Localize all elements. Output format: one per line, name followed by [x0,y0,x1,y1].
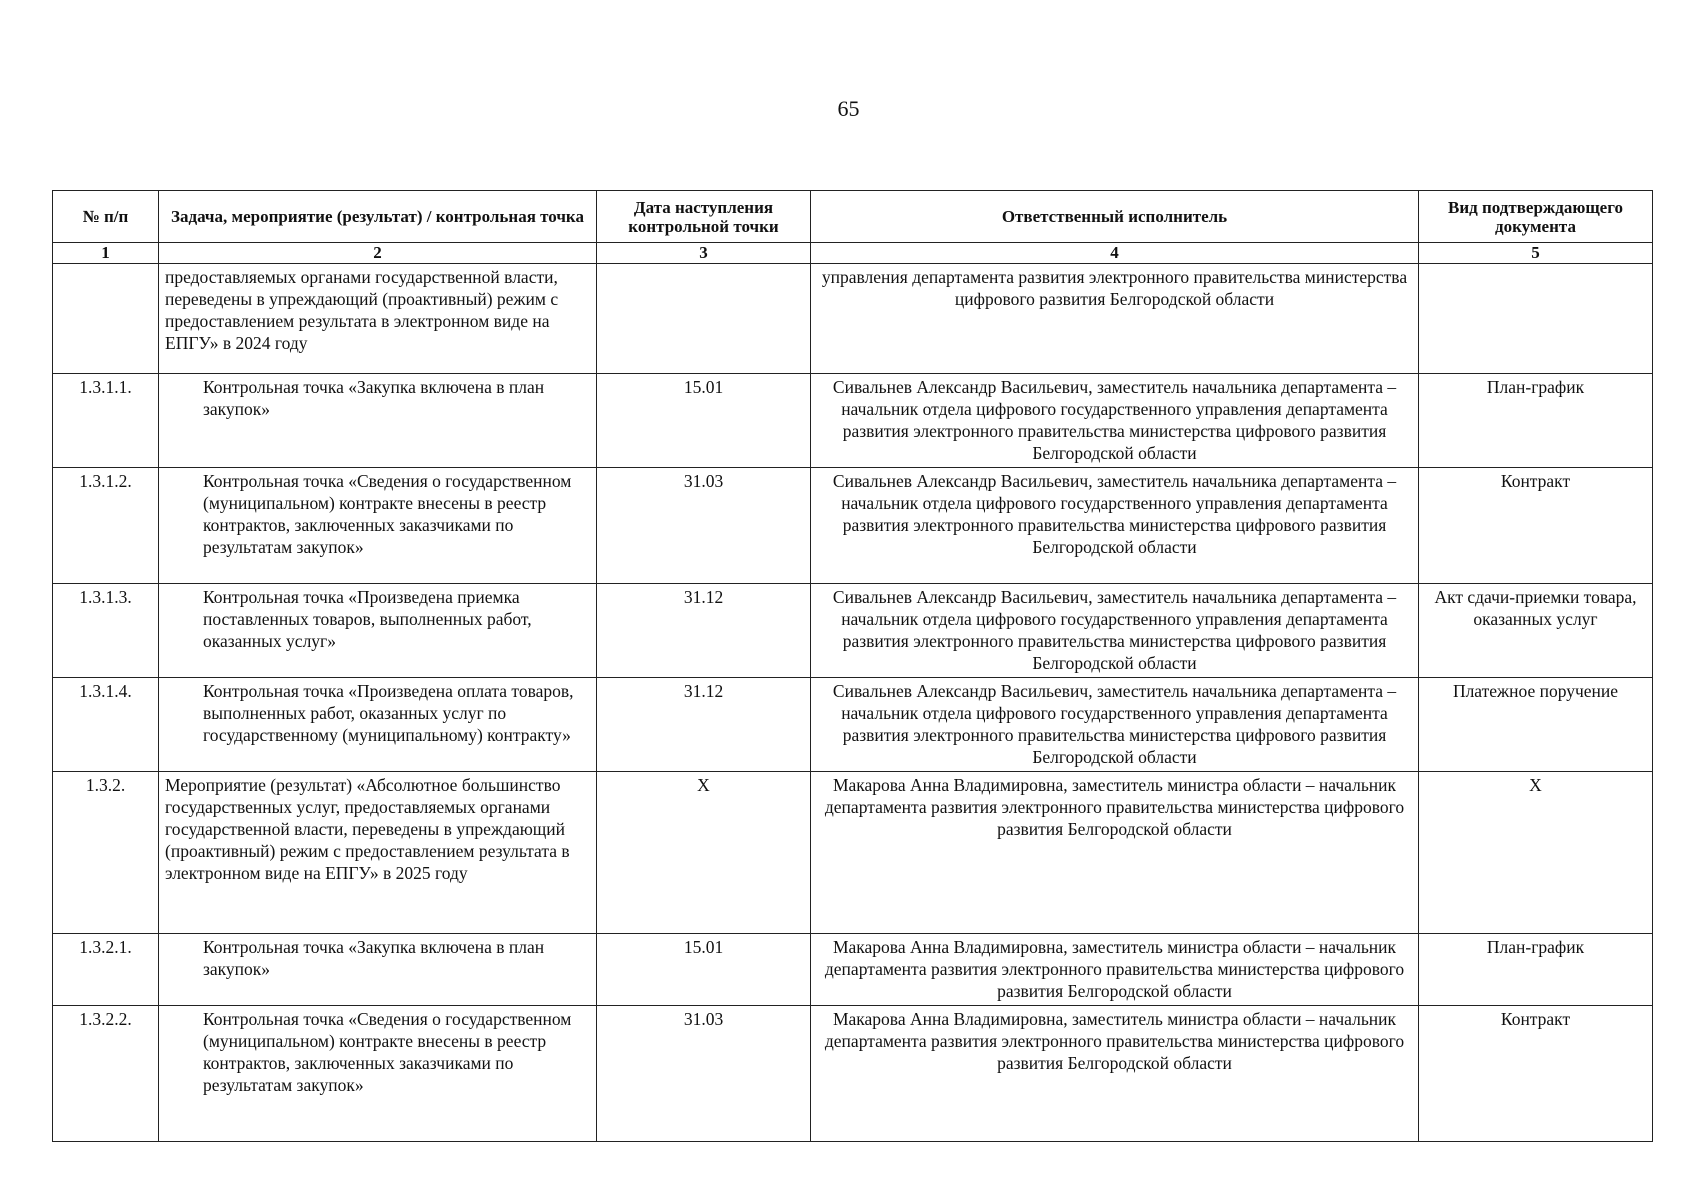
row-date: 15.01 [597,374,811,468]
column-number: 5 [1419,243,1653,264]
table-row [53,468,1653,584]
row-responsible: Сивальнев Александр Васильевич, заместитель начальника департамента – начальник отдела цифрового государственного управления департамента развития электронного правительства министерства цифрового развития Белгородской области [811,374,1419,468]
row-document: Платежное поручение [1419,678,1653,772]
row-responsible: Сивальнев Александр Васильевич, заместитель начальника департамента – начальник отдела цифрового государственного управления департамента развития электронного правительства министерства цифрового развития Белгородской области [811,468,1419,584]
row-task: предоставляемых органами государственной власти, переведены в упреждающий (проактивный) режим с предоставлением результата в электронном виде на ЕПГУ» в 2024 году [159,264,597,374]
row-responsible: Макарова Анна Владимировна, заместитель министра области – начальник департамента развития электронного правительства министерства цифрового развития Белгородской области [811,1006,1419,1142]
row-document [1419,264,1653,374]
row-responsible: Макарова Анна Владимировна, заместитель министра области – начальник департамента развития электронного правительства министерства цифрового развития Белгородской области [811,934,1419,1006]
row-date [597,264,811,374]
row-responsible: Сивальнев Александр Васильевич, заместитель начальника департамента – начальник отдела цифрового государственного управления департамента развития электронного правительства министерства цифрового развития Белгородской области [811,584,1419,678]
row-task: Контрольная точка «Произведена приемка поставленных товаров, выполненных работ, оказанных услуг» [159,584,597,678]
table-row [53,934,1653,1006]
header-document: Вид подтверждающего документа [1419,191,1653,243]
row-date: 31.12 [597,678,811,772]
row-responsible: управления департамента развития электронного правительства министерства цифрового развития Белгородской области [811,264,1419,374]
header-task: Задача, мероприятие (результат) / контрольная точка [159,191,597,243]
row-task: Контрольная точка «Сведения о государственном (муниципальном) контракте внесены в реестр контрактов, заключенных заказчиками по результатам закупок» [159,1006,597,1142]
row-document: Акт сдачи-приемки товара, оказанных услуг [1419,584,1653,678]
row-date: 31.12 [597,584,811,678]
row-number: 1.3.1.3. [53,584,159,678]
header-date: Дата наступления контрольной точки [597,191,811,243]
column-number-row [53,243,1653,264]
header-num: № п/п [53,191,159,243]
row-task: Мероприятие (результат) «Абсолютное большинство государственных услуг, предоставляемых органами государственной власти, переведены в упреждающий (проактивный) режим с предоставлением результата в электронном виде на ЕПГУ» в 2025 году [159,772,597,934]
row-responsible: Макарова Анна Владимировна, заместитель министра области – начальник департамента развития электронного правительства министерства цифрового развития Белгородской области [811,772,1419,934]
row-date: 31.03 [597,468,811,584]
column-number: 1 [53,243,159,264]
table-row [53,772,1653,934]
row-document: Х [1419,772,1653,934]
table-row [53,584,1653,678]
page-number: 65 [837,96,860,121]
row-task: Контрольная точка «Закупка включена в план закупок» [159,374,597,468]
table-row [53,678,1653,772]
row-document: Контракт [1419,468,1653,584]
column-number: 3 [597,243,811,264]
table-row [53,374,1653,468]
plan-table [52,190,1653,1142]
row-date: 31.03 [597,1006,811,1142]
row-number: 1.3.1.2. [53,468,159,584]
header-responsible: Ответственный исполнитель [811,191,1419,243]
table-row [53,264,1653,374]
table-row [53,1006,1653,1142]
row-document: План-график [1419,934,1653,1006]
row-number: 1.3.2. [53,772,159,934]
row-task: Контрольная точка «Сведения о государственном (муниципальном) контракте внесены в реестр контрактов, заключенных заказчиками по результатам закупок» [159,468,597,584]
row-document: План-график [1419,374,1653,468]
column-number: 4 [811,243,1419,264]
row-task: Контрольная точка «Произведена оплата товаров, выполненных работ, оказанных услуг по государственному (муниципальному) контракту» [159,678,597,772]
row-document: Контракт [1419,1006,1653,1142]
row-number [53,264,159,374]
row-responsible: Сивальнев Александр Васильевич, заместитель начальника департамента – начальник отдела цифрового государственного управления департамента развития электронного правительства министерства цифрового развития Белгородской области [811,678,1419,772]
row-number: 1.3.2.1. [53,934,159,1006]
row-number: 1.3.2.2. [53,1006,159,1142]
column-number: 2 [159,243,597,264]
row-task: Контрольная точка «Закупка включена в план закупок» [159,934,597,1006]
row-number: 1.3.1.4. [53,678,159,772]
row-date: 15.01 [597,934,811,1006]
row-date: Х [597,772,811,934]
header-row [53,191,1653,243]
row-number: 1.3.1.1. [53,374,159,468]
